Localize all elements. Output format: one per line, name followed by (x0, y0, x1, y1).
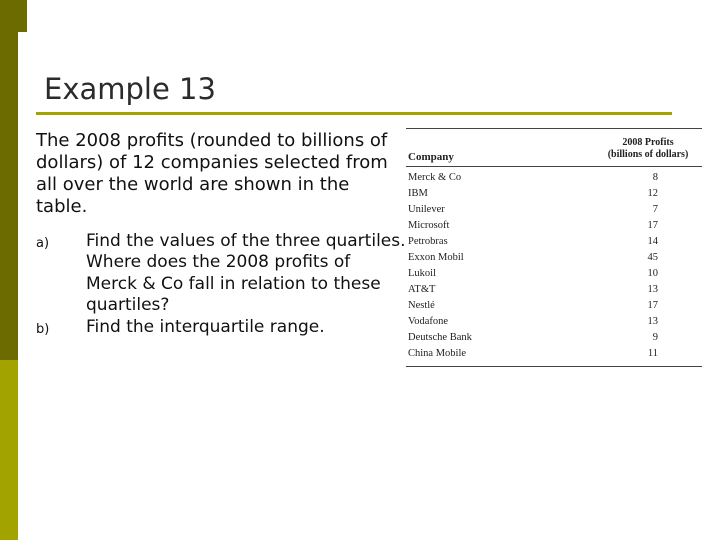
header-profit-line1: 2008 Profits (622, 137, 674, 148)
sidebar-dark-bar (0, 0, 18, 360)
profit-cell: 9 (652, 332, 658, 343)
company-cell: Nestlé (408, 300, 435, 311)
table-row (406, 251, 702, 267)
company-cell: Petrobras (408, 236, 448, 247)
title-underline (36, 112, 672, 115)
company-cell: Microsoft (408, 220, 450, 231)
header-profit (596, 137, 700, 161)
header-profit-line2: (billions of dollars) (607, 149, 689, 160)
company-cell: China Mobile (408, 348, 467, 359)
company-cell: Exxon Mobil (408, 252, 464, 263)
question-marker-a: a) (36, 236, 50, 251)
slide-title: Example 13 (44, 72, 216, 106)
profit-cell: 7 (652, 204, 658, 215)
table-bottom-rule (406, 366, 702, 367)
question-marker-b: b) (36, 322, 50, 338)
profit-cell: 12 (647, 188, 658, 199)
profit-cell: 13 (647, 284, 658, 295)
header-company: Company (408, 151, 454, 163)
intro-text: The 2008 profits (rounded to billions of dollars) of 12 companies selected from all over the world are shown in the table. (36, 130, 388, 217)
table-row (406, 171, 702, 187)
company-cell: IBM (408, 188, 428, 199)
table-row (406, 203, 702, 219)
table-row (406, 283, 702, 299)
profit-cell: 17 (647, 220, 658, 231)
question-text-a: Find the values of the three quartiles. Where does the 2008 profits of Merck & Co fall in relation to these quartiles? (86, 231, 406, 315)
profit-cell: 45 (647, 252, 658, 263)
top-accent-bar (18, 0, 27, 32)
company-cell: Merck & Co (408, 172, 462, 183)
sidebar-light-bar (0, 360, 18, 540)
table-top-rule (406, 128, 702, 129)
table-row (406, 331, 702, 347)
table-row (406, 267, 702, 283)
company-cell: Deutsche Bank (408, 332, 472, 343)
question-text-b: Find the interquartile range. (86, 317, 325, 338)
profit-cell: 17 (647, 300, 658, 311)
table-row (406, 219, 702, 235)
table-row (406, 347, 702, 363)
profit-cell: 14 (647, 236, 658, 247)
table-row (406, 315, 702, 331)
profit-cell: 8 (652, 172, 658, 183)
table-header-rule (406, 166, 702, 167)
table-row (406, 187, 702, 203)
table-row (406, 235, 702, 251)
question-item-b (36, 317, 406, 338)
company-cell: AT&T (408, 284, 436, 295)
company-cell: Unilever (408, 204, 445, 215)
company-cell: Lukoil (408, 268, 436, 279)
question-item-a (36, 231, 406, 316)
question-list (36, 231, 406, 339)
profit-cell: 10 (647, 268, 658, 279)
profit-cell: 11 (647, 348, 658, 359)
table-row (406, 299, 702, 315)
company-cell: Vodafone (408, 316, 449, 327)
profit-cell: 13 (647, 316, 658, 327)
